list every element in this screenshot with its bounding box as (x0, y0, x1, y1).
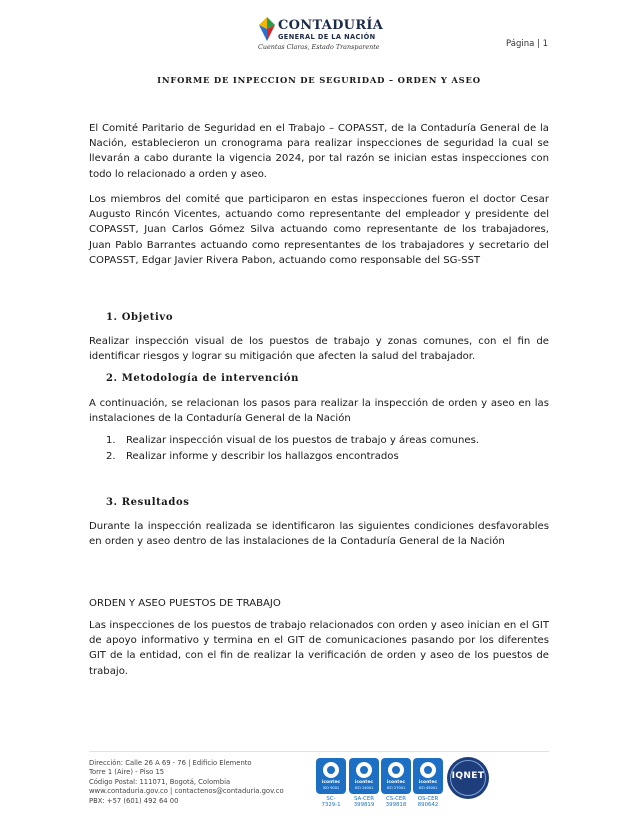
iqnet-seal-icon (447, 757, 489, 799)
footer-divider (89, 751, 549, 752)
list-item-text: Realizar inspección visual de los puestos de trabajo y áreas comunes. (126, 435, 480, 446)
section-objetivo-block (89, 334, 549, 364)
cert-code-line: 399818 (385, 802, 407, 808)
intro-paragraph-2: Los miembros del comité que participaron en estas inspecciones fueron el doctor Cesar Augusto Rincón Vicentes, actuando como representante del empleador y presidente del COPASST, Juan Carlos Gómez Silva actuando como representante de los trabajadores, Juan Pablo Barrantes actuando como representantes de los trabajadores y secretario del COPASST, Edgar Javier Rivera Pabon, actuando como responsable del SG-SST (89, 194, 549, 266)
cert-brand: icontec (386, 780, 406, 785)
cert-code-line: 890642 (417, 802, 439, 808)
cert-standard: ISO 45001 (418, 786, 438, 790)
list-item-number: 1. (106, 435, 116, 446)
footer-address-line: Código Postal: 111071, Bogotá, Colombia (89, 777, 231, 786)
footer-address-line: Dirección: Calle 26 A 69 - 76 | Edificio Elemento (89, 759, 252, 767)
section-resultados-text: Durante la inspección realizada se identificaron las siguientes condiciones desfavorables en orden y aseo dentro de las instalaciones de la Contaduría General de la Nación (89, 521, 549, 548)
section-resultados-block (89, 519, 549, 549)
icontec-certification-badge (381, 758, 411, 808)
cert-standard: ISO 27001 (386, 786, 406, 790)
section-metodologia-block (89, 396, 549, 426)
cert-code-line: CS-CER (385, 796, 407, 802)
page-number: Página | 1 (506, 39, 548, 49)
cert-code-line: SA-CER (354, 796, 374, 802)
footer-address (89, 759, 284, 806)
cert-code (349, 796, 379, 808)
cert-standard: ISO 14001 (354, 786, 374, 790)
subsection-block (89, 618, 549, 679)
cert-brand: icontec (321, 780, 341, 785)
logo-emblem-icon (258, 16, 276, 42)
icontec-seal-icon (349, 758, 379, 794)
logo-slogan: Cuentas Claras, Estado Transparente (258, 43, 380, 51)
footer-phone-line: PBX: +57 (601) 492 64 00 (89, 796, 179, 805)
cert-code-line: 399819 (353, 802, 375, 808)
subsection-text: Las inspecciones de los puestos de trabajo relacionados con orden y aseo inician en el GIT de apoyo informativo y termina en el GIT de comunicaciones pasando por los diferentes GIT de la entidad, con el fin de realizar la verificación de orden y aseo de los puestos de trabajo. (89, 620, 549, 677)
icontec-certification-badge (316, 758, 346, 808)
section-heading-objetivo: 1. Objetivo (106, 312, 174, 323)
intro-paragraph-1: El Comité Paritario de Seguridad en el Trabajo – COPASST, de la Contaduría General de la Nación, establecieron un cronograma para realizar inspecciones de seguridad la cual se llevarán a cabo durante la vigencia 2024, por tal razón se inician estas inspecciones con todo lo relacionado a orden y aseo. (89, 123, 549, 180)
list-item-number: 2. (106, 451, 116, 462)
cert-code (413, 796, 443, 808)
icontec-certification-badge (413, 758, 443, 808)
list-item (106, 451, 399, 462)
footer-contact-line: www.contaduria.gov.co | contactenos@contaduria.gov.co (89, 787, 284, 796)
intro-paragraph-2-block (89, 192, 549, 268)
cert-code-line: 7329-1 (321, 802, 341, 808)
list-item-text: Realizar informe y describir los hallazgos encontrados (126, 451, 399, 462)
icontec-seal-icon (413, 758, 443, 794)
footer-address-line: Torre 1 (Aire) - Piso 15 (89, 768, 165, 777)
icontec-certification-badge (349, 758, 379, 808)
contaduria-logo (258, 16, 388, 52)
document-title: INFORME DE INPECCION DE SEGURIDAD – ORDEN Y ASEO (157, 75, 481, 85)
logo-name: CONTADURÍA (278, 18, 384, 33)
iqnet-label: IQNET (451, 771, 485, 781)
subsection-label: ORDEN Y ASEO PUESTOS DE TRABAJO (89, 598, 281, 609)
cert-code (316, 796, 346, 808)
cert-brand: icontec (418, 780, 438, 785)
cert-brand: icontec (354, 780, 374, 785)
icontec-seal-icon (316, 758, 346, 794)
section-objetivo-text: Realizar inspección visual de los puestos de trabajo y zonas comunes, con el fin de identificar riesgos y lograr su mitigación que afecten la salud del trabajador. (89, 336, 549, 363)
cert-code-line: OS-CER (417, 796, 439, 802)
logo-subtitle: GENERAL DE LA NACIÓN (278, 33, 376, 41)
cert-standard: ISO 9001 (322, 786, 340, 790)
intro-paragraph-1-block (89, 121, 549, 182)
icontec-seal-icon (381, 758, 411, 794)
section-heading-resultados: 3. Resultados (106, 497, 190, 508)
cert-code-line: SC- (326, 796, 336, 802)
section-metodologia-text: A continuación, se relacionan los pasos para realizar la inspección de orden y aseo en las instalaciones de la Contaduría General de la Nación (89, 398, 549, 425)
section-heading-metodologia: 2. Metodología de intervención (106, 373, 299, 384)
list-item (106, 435, 479, 446)
cert-code (381, 796, 411, 808)
